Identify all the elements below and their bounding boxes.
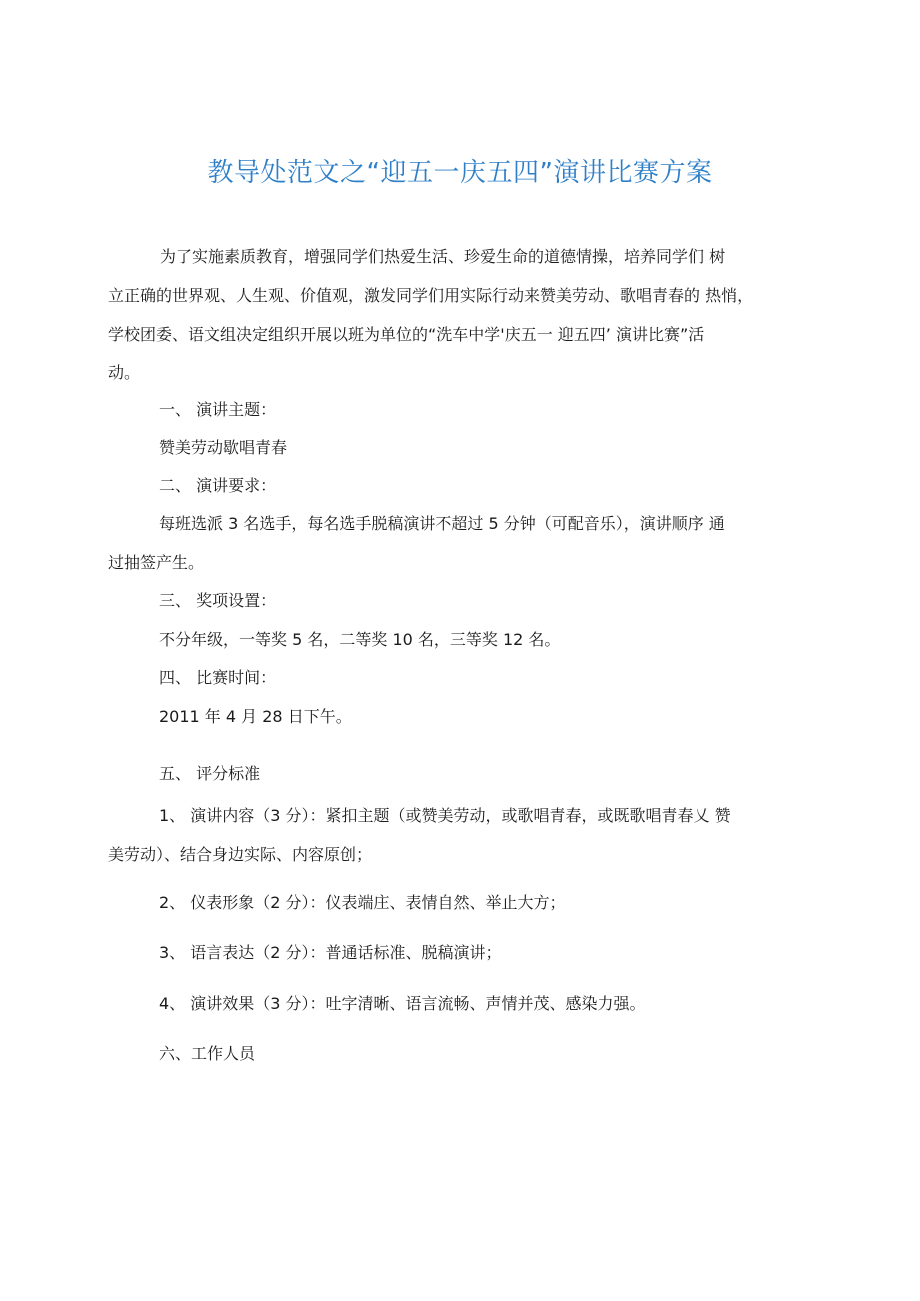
requirements-line-2: 过抽签产生。 [108,553,205,572]
intro-line-1: 为了实施素质教育，增强同学们热爱生活、珍爱生命的道德情操，培养同学们 树 [160,247,726,266]
criteria-item-1-line-2: 美劳动）、结合身边实际、内容原创； [108,845,373,864]
intro-line-3: 学校团委、语文组决定组织开展以班为单位的“洗车中学'庆五一 迎五四’ 演讲比赛”活 [108,325,705,344]
staff-heading: 六、工作人员 [159,1044,256,1063]
theme-text: 赞美劳动歇唱青春 [159,438,288,457]
time-heading: 四、 比赛时间： [159,668,277,687]
requirements-heading: 二、 演讲要求： [159,476,277,495]
criteria-heading: 五、 评分标准 [159,764,261,783]
awards-text: 不分年级，一等奖 5 名，二等奖 10 名，三等奖 12 名。 [159,630,561,649]
criteria-item-1-line-1: 1、 演讲内容（3 分）：紧扣主题（或赞美劳动，或歌唱青春，或既歌唱青春乂 赞 [159,806,731,825]
requirements-line-1: 每班选派 3 名选手，每名选手脱稿演讲不超过 5 分钟（可配音乐），演讲顺序 通 [159,514,725,533]
time-text: 2011 年 4 月 28 日下午。 [159,707,352,726]
intro-line-4: 动。 [108,363,141,382]
theme-heading: 一、 演讲主题： [159,400,277,419]
criteria-item-4: 4、 演讲效果（3 分）：吐字清晰、语言流畅、声情并茂、感染力强。 [159,994,646,1013]
criteria-item-2: 2、 仪表形象（2 分）：仪表端庄、表情自然、举止大方； [159,893,566,912]
awards-heading: 三、 奖项设置： [159,591,277,610]
intro-line-2: 立正确的世界观、人生观、价值观，激发同学们用实际行动来赞美劳动、歌唱青春的 热悄， [108,286,754,305]
document-title: 教导处范文之“迎五一庆五四”演讲比赛方案 [207,158,713,188]
criteria-item-3: 3、 语言表达（2 分）：普通话标准、脱稿演讲； [159,943,502,962]
